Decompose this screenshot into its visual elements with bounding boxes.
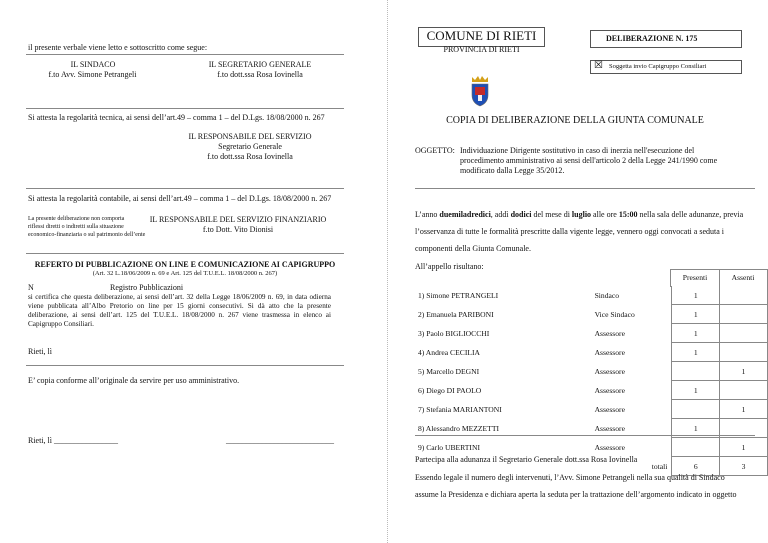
member-name: 4) Andrea CECILIA (418, 347, 480, 357)
regolarita-tecnica-text: Si attesta la regolarità tecnica, ai sensi dell’art.49 – comma 1 – del D.Lgs. 18/08/2000 n. 267 (28, 113, 325, 122)
member-name: 6) Diego DI PAOLO (418, 385, 482, 395)
note-block (28, 215, 145, 239)
member-role: Assessore (594, 423, 625, 433)
member-name: 1) Simone PETRANGELI (418, 290, 499, 300)
member-name: 2) Emanuela PARIBONI (418, 309, 494, 319)
member-assente (720, 381, 768, 400)
capigruppo-checkbox-row[interactable] (590, 60, 742, 74)
attendance-header (670, 269, 768, 287)
note-line: economico-finanziaria o sul patrimonio dell’ente (28, 232, 146, 238)
member-presente: 1 (672, 419, 720, 438)
member-row (418, 362, 768, 381)
col-assenti: Assenti (731, 273, 755, 282)
sindaco-name: f.to Avv. Simone Petrangeli (48, 70, 137, 79)
member-assente: 1 (720, 362, 768, 381)
copia-deliberazione-title: COPIA DI DELIBERAZIONE DELLA GIUNTA COMUNALE (446, 115, 704, 126)
provincia-name: PROVINCIA DI RIETI (443, 45, 520, 54)
oggetto-text: Individuazione Dirigente sostitutivo in caso di inerzia nell'esecuzione del procedimento amministrativo ai sensi dell'articolo 2 della Legge 241/1990 come modificato dalla Legge 35/2012. (460, 146, 718, 175)
delibera-number: DELIBERAZIONE N. 175 (606, 34, 698, 43)
member-presente: 1 (672, 343, 720, 362)
oggetto-label: OGGETTO: (415, 146, 455, 155)
comune-header-box (418, 27, 545, 47)
member-row (418, 305, 768, 324)
member-role: Assessore (594, 385, 625, 395)
intro-text: alle ore (593, 210, 617, 219)
member-name: 3) Paolo BIGLIOCCHI (418, 328, 490, 338)
member-role: Assessore (594, 347, 625, 357)
copia-conforme-text: E’ copia conforme all’originale da servire per uso amministrativo. (28, 376, 240, 385)
member-presente: 1 (672, 286, 720, 305)
checkbox-label: Soggetta invio Capigruppo Consiliari (609, 63, 707, 70)
divider (26, 365, 344, 366)
member-row (418, 400, 768, 419)
note-line: La presente deliberazione non comporta (28, 216, 125, 222)
member-row (418, 438, 768, 457)
member-role: Assessore (594, 442, 625, 452)
segretario-name: f.to dott.ssa Rosa Iovinella (217, 70, 303, 79)
footer-line2: Essendo legale il numero degli intervenuti, l’Avv. Simone Petrangeli nella sua qualità di Sindaco (415, 473, 725, 482)
intro-text: , addì (490, 210, 509, 219)
member-assente (720, 286, 768, 305)
page-separator (387, 0, 388, 543)
appello-label: All’appello risultano: (415, 262, 484, 271)
pubblicazione-title: REFERTO DI PUBBLICAZIONE ON LINE E COMUNICAZIONE AI CAPIGRUPPO (34, 260, 336, 269)
registro-pubblicazioni-label: Registro Pubblicazioni (110, 283, 184, 292)
coat-of-arms-emblem (466, 75, 494, 107)
footer-line3: assume la Presidenza e dichiara aperta la seduta per la trattazione dell’argomento indicato in oggetto (415, 490, 737, 499)
member-role: Vice Sindaco (594, 309, 635, 319)
member-row (418, 286, 768, 305)
member-role: Sindaco (594, 290, 620, 300)
member-assente (720, 305, 768, 324)
col-presenti: Presenti (682, 273, 708, 282)
member-assente (720, 343, 768, 362)
attendance-rows (418, 286, 768, 457)
checkbox-checked-icon[interactable]: ☒ (594, 60, 603, 71)
pubblicazione-subtitle: (Art. 32 L.18/06/2009 n. 69 e Art. 125 del T.U.E.L. 18/08/2000 n. 267) (92, 270, 278, 277)
member-presente (672, 362, 720, 381)
note-line: riflessi diretti o indiretti sulla situazione (28, 224, 124, 230)
divider (26, 54, 344, 55)
member-row (418, 343, 768, 362)
member-name: 5) Marcello DEGNI (418, 366, 480, 376)
member-role: Assessore (594, 366, 625, 376)
member-presente (672, 400, 720, 419)
member-presente: 1 (672, 381, 720, 400)
intro-text: il presente verbale viene letto e sottoscritto come segue: (28, 43, 208, 52)
sindaco-title: IL SINDACO (70, 60, 116, 69)
seduta-intro-line1 (415, 210, 743, 220)
member-presente: 1 (672, 305, 720, 324)
footer-line1: Partecipa alla adunanza il Segretario Generale dott.ssa Rosa Iovinella (415, 455, 638, 464)
member-assente (720, 324, 768, 343)
resp-servizio-name: f.to dott.ssa Rosa Iovinella (207, 152, 293, 161)
member-role: Assessore (594, 328, 625, 338)
resp-servizio-role: Segretario Generale (218, 142, 282, 151)
intro-text: nella sala delle adunanze, previa (637, 210, 744, 219)
member-name: 8) Alessandro MEZZETTI (418, 423, 499, 433)
intro-text: del mese di (533, 210, 570, 219)
member-row (418, 324, 768, 343)
intro-ore: 15:00 (618, 210, 638, 219)
totali-label: totali (651, 461, 668, 471)
divider (26, 108, 344, 109)
divider (415, 435, 755, 436)
member-presente (672, 438, 720, 457)
member-presente: 1 (672, 324, 720, 343)
delibera-number-box (590, 30, 742, 48)
divider (415, 188, 755, 189)
seduta-intro-line2: l’osservanza di tutte le formalità prescritte dalla vigente legge, vennero oggi convocati a seduta i (415, 227, 724, 236)
resp-finanziario-title: IL RESPONSABILE DEL SERVIZIO FINANZIARIO (149, 215, 327, 224)
regolarita-contabile-text: Si attesta la regolarità contabile, ai sensi dell’art.49 – comma 1 – del D.Lgs. 18/08/2000 n. 267 (28, 194, 332, 203)
member-assente: 1 (720, 400, 768, 419)
segretario-title: IL SEGRETARIO GENERALE (208, 60, 312, 69)
member-name: 9) Carlo UBERTINI (418, 442, 480, 452)
intro-text: L’anno (415, 210, 438, 219)
member-name: 7) Stefania MARIANTONI (418, 404, 502, 414)
member-assente: 1 (720, 438, 768, 457)
seduta-intro-line3: componenti della Giunta Comunale. (415, 244, 531, 253)
attendance-table (418, 286, 768, 476)
resp-servizio-title: IL RESPONSABILE DEL SERVIZIO (188, 132, 312, 141)
pubblicazione-n-label: N (28, 283, 34, 292)
divider (26, 253, 344, 254)
intro-anno: duemiladredici (439, 210, 491, 219)
divider (26, 188, 344, 189)
member-row (418, 381, 768, 400)
totale-presenti: 6 (672, 457, 720, 476)
member-role: Assessore (594, 404, 625, 414)
intro-giorno: dodici (510, 210, 532, 219)
pubblicazione-body: si certifica che questa deliberazione, ai sensi dell’art. 32 della Legge 18/06/2009 n. 69, in data odierna viene pubblicata all’Albo Pretorio on line per 15 giorni consecutivi. Si dà atto che la presente deliberazione, ai sensi dell’art. 125 del T.U.E.L. 18/08/2000 n. 267 viene trasmessa in elenco ai Capigruppo Consiliari. (28, 293, 331, 328)
signature-line: ___________________________ (226, 436, 334, 445)
resp-finanziario-name: f.to Dott. Vito Dionisi (202, 225, 274, 234)
intro-mese: luglio (571, 210, 592, 219)
rieti-li-label: Rieti, lì (28, 347, 52, 356)
totale-assenti: 3 (720, 457, 768, 476)
rieti-li-date-field: Rieti, lì ________________ (28, 436, 118, 445)
comune-name: COMUNE DI RIETI (426, 28, 537, 43)
